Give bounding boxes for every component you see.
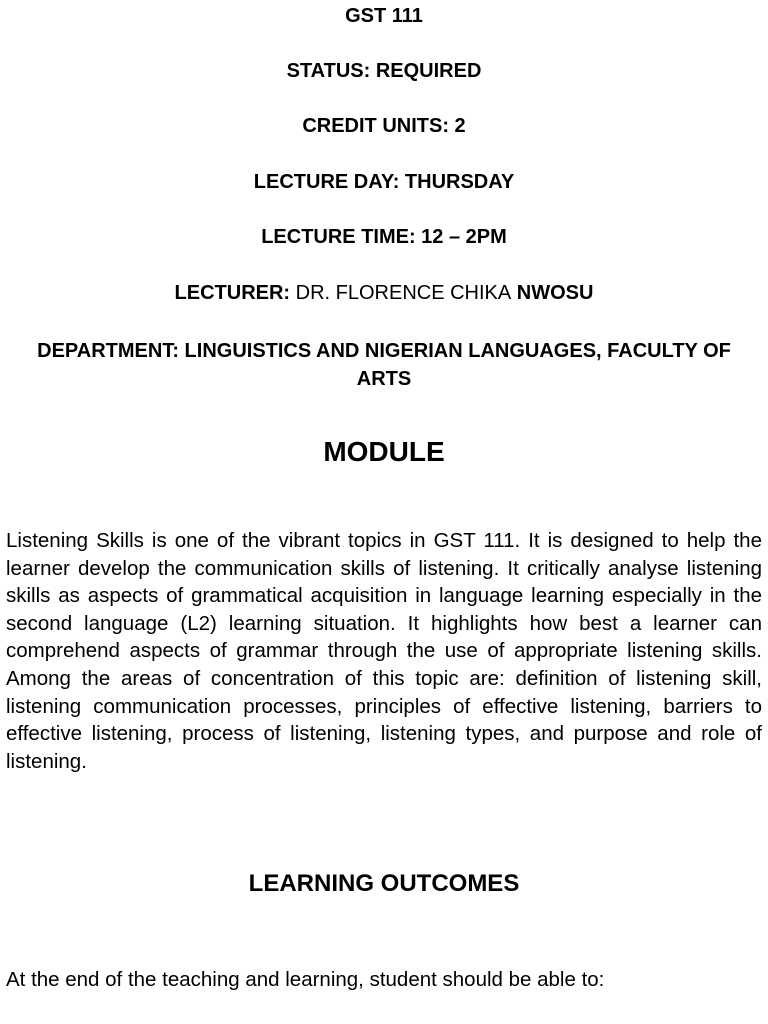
lecturer-line [0, 281, 768, 305]
department: DEPARTMENT: LINGUISTICS AND NIGERIAN LANGUAGES, FACULTY OF ARTS [37, 340, 731, 390]
lecture-day: LECTURE DAY: THURSDAY [253, 171, 515, 193]
course-status: STATUS: REQUIRED [286, 60, 482, 82]
module-heading: MODULE [323, 436, 445, 467]
lecturer-surname: NWOSU [516, 282, 594, 304]
lecture-time: LECTURE TIME: 12 – 2PM [261, 226, 507, 248]
module-description: Listening Skills is one of the vibrant topics in GST 111. It is designed to help the learner develop the communication skills of listening. It critically analyse listening skills as aspects of grammatical acquisition in language learning especially in the second language (L2) learning situation. It highlights how best a learner can comprehend aspects of grammar through the use of appropriate listening skills. Among the areas of concentration of this topic are: definition of listening skill, listening communication processes, principles of effective listening, barriers to effective listening, process of listening, listening types, and purpose and role of listening. [6, 529, 762, 773]
course-code: GST 111 [345, 5, 423, 27]
credit-units: CREDIT UNITS: 2 [302, 115, 466, 137]
learning-outcomes-intro: At the end of the teaching and learning, student should be able to: [6, 968, 605, 991]
lecturer-label: LECTURER: [174, 282, 291, 304]
lecturer-given-name: DR. FLORENCE CHIKA [295, 282, 512, 304]
learning-outcomes-heading: LEARNING OUTCOMES [248, 870, 520, 897]
